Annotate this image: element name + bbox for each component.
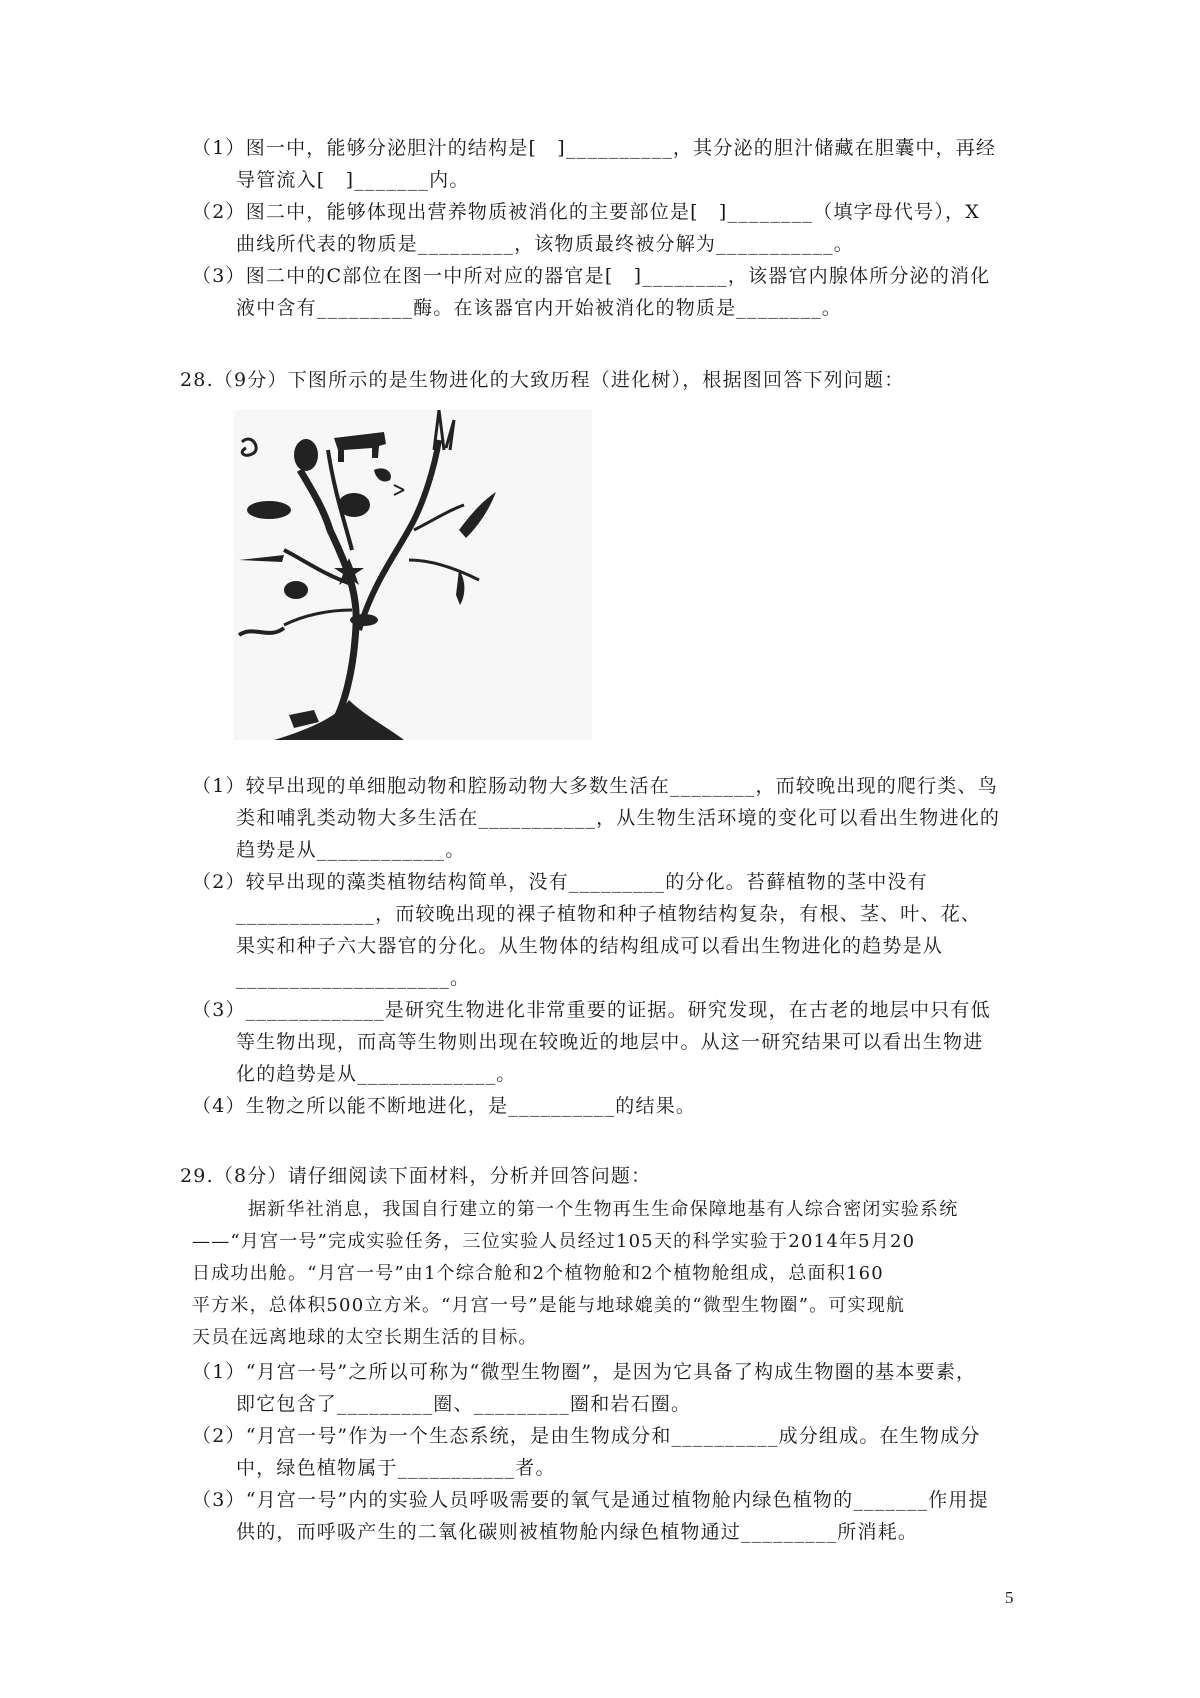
q27-sub2-line1: （2）图二中，能够体现出营养物质被消化的主要部位是[ ]________（填字母代号），X: [192, 201, 980, 223]
q27-sub1-line2: 导管流入[ ]_______内。: [236, 169, 470, 191]
q29-sub3-line2: 供的，而呼吸产生的二氧化碳则被植物舱内绿色植物通过_________所消耗。: [236, 1521, 919, 1543]
q28-sub3-line2: 等生物出现，而高等生物则出现在较晚近的地层中。从这一研究结果可以看出生物进: [236, 1031, 984, 1053]
q29-material-line4: 平方米，总体积500立方米。“月宫一号”是能与地球媲美的“微型生物圈”。可实现航: [192, 1295, 906, 1316]
q29-material-line5: 天员在远离地球的太空长期生活的目标。: [192, 1327, 538, 1348]
q28-sub1-line1: （1）较早出现的单细胞动物和腔肠动物大多数生活在________，而较晚出现的爬行类、鸟: [192, 775, 998, 797]
fish-silhouette: [247, 501, 291, 519]
q28-stem: 28.（9分）下图所示的是生物进化的大致历程（进化树），根据图回答下列问题：: [180, 369, 905, 391]
q28-sub2-line1: （2）较早出现的藻类植物结构简单，没有_________的分化。苔藓植物的茎中没有: [192, 871, 928, 893]
q28-sub2-line4: ____________________。: [236, 967, 471, 989]
evolution-tree-figure: [234, 410, 592, 740]
q28-sub3-line1: （3）_____________是研究生物进化非常重要的证据。研究发现，在古老的地层中只有低: [192, 999, 991, 1021]
q29-stem: 29.（8分）请仔细阅读下面材料，分析并回答问题：: [180, 1165, 652, 1187]
q29-material-line3: 日成功出舱。“月宫一号”由1个综合舱和2个植物舱和2个植物舱组成，总面积160: [192, 1263, 884, 1284]
beetle-silhouette: [284, 581, 308, 599]
q29-material-line1: 据新华社消息，我国自行建立的第一个生物再生生命保障地基有人综合密闭实验系统: [248, 1199, 959, 1220]
q28-sub2-line2: _____________，而较晚出现的裸子植物和种子植物结构复杂，有根、茎、叶、花、: [236, 903, 982, 925]
q29-sub1-line1: （1）“月宫一号”之所以可称为“微型生物圈”，是因为它具备了构成生物圈的基本要素，: [192, 1361, 977, 1383]
q29-sub3-line1: （3）“月宫一号”内的实验人员呼吸需要的氧气是通过植物舱内绿色植物的_______作用提: [192, 1489, 989, 1511]
mollusc-silhouette: [350, 614, 378, 626]
q29-sub2-line2: 中，绿色植物属于___________者。: [236, 1457, 556, 1479]
q28-sub4-line1: （4）生物之所以能不断地进化，是__________的结果。: [192, 1095, 697, 1117]
frog-silhouette: [338, 493, 370, 517]
q29-sub2-line1: （2）“月宫一号”作为一个生态系统，是由生物成分和__________成分组成。在生物成分: [192, 1425, 981, 1447]
q27-sub1-line1: （1）图一中，能够分泌胆汁的结构是[ ]__________，其分泌的胆汁储藏在胆囊中，再经: [192, 137, 997, 159]
q27-sub3-line1: （3）图二中的C部位在图一中所对应的器官是[ ]________，该器官内腺体所分泌的消化: [192, 265, 991, 287]
q28-sub1-line3: 趋势是从____________。: [236, 839, 466, 861]
page-number: 5: [1005, 1588, 1014, 1607]
owl-silhouette: [294, 439, 318, 471]
q28-sub3-line3: 化的趋势是从_____________。: [236, 1063, 517, 1085]
q29-sub1-line2: 即它包含了_________圈、_________圈和岩石圈。: [236, 1393, 692, 1415]
q27-sub2-line2: 曲线所代表的物质是_________，该物质最终被分解为___________。: [236, 233, 855, 255]
q28-sub2-line3: 果实和种子六大器官的分化。从生物体的结构组成可以看出生物进化的趋势是从: [236, 935, 944, 957]
q29-material-line2: ——“月宫一号”完成实验任务，三位实验人员经过105天的科学实验于2014年5月20: [192, 1231, 916, 1252]
q27-sub3-line2: 液中含有_________酶。在该器官内开始被消化的物质是________。: [236, 297, 843, 319]
q28-sub1-line2: 类和哺乳类动物大多生活在___________，从生物生活环境的变化可以看出生物进化的: [236, 807, 1001, 829]
